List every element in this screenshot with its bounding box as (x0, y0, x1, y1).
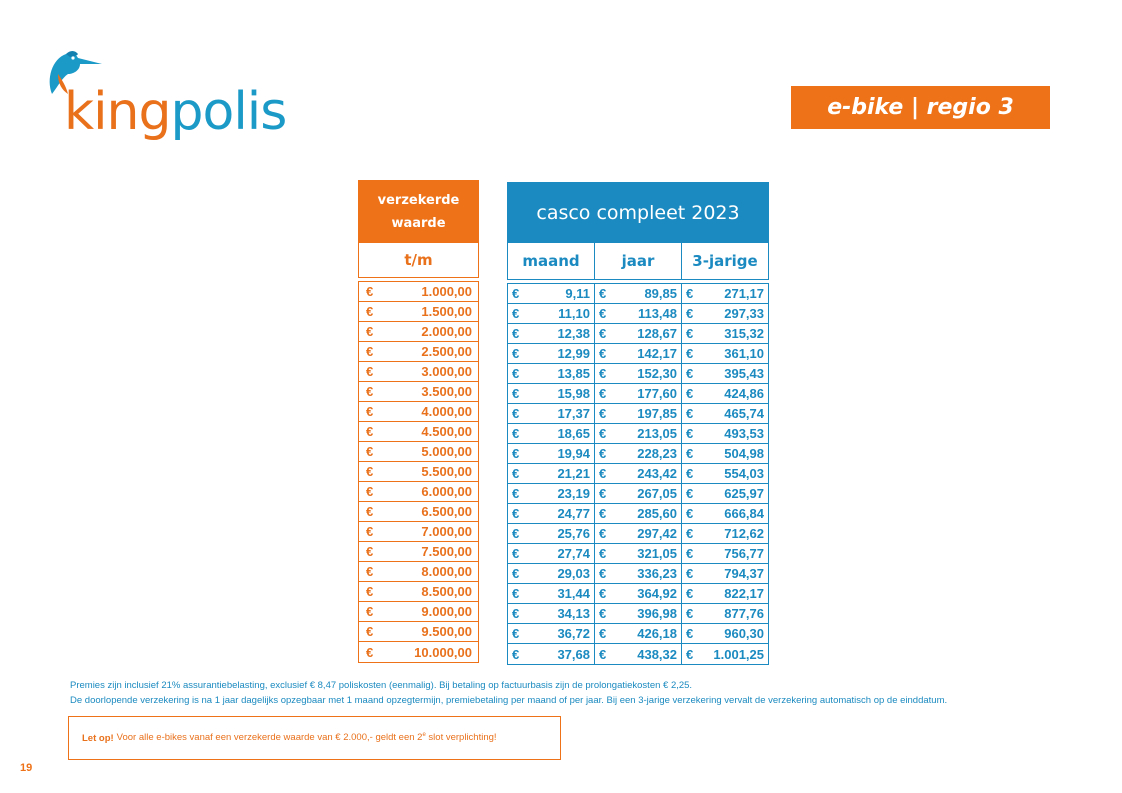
currency-symbol: € (686, 286, 694, 301)
footnote-line2: De doorlopende verzekering is na 1 jaar dagelijks opzegbaar met 1 maand opzegtermijn, premiebetaling per maand of per jaar. Bij een 3-jarige verzekering vervalt de verzekering automatisch op de einddatum. (70, 694, 948, 706)
warning-text-after: slot verplichting! (425, 732, 497, 744)
currency-symbol: € (512, 326, 520, 341)
table-row (508, 364, 768, 384)
table-row (508, 644, 768, 664)
currency-symbol: € (686, 346, 694, 361)
premium-maand-cell (508, 644, 595, 664)
column-header-jaar: jaar (595, 243, 682, 279)
premium-maand: 13,85 (557, 366, 590, 381)
premium-3-jarige-cell (682, 504, 768, 523)
currency-symbol: € (366, 364, 374, 379)
insured-value: 5.000,00 (421, 444, 472, 459)
currency-symbol: € (366, 624, 374, 639)
currency-symbol: € (512, 626, 520, 641)
insured-value-header-line2: waarde (391, 215, 446, 231)
premium-jaar-cell (595, 484, 682, 503)
premium-jaar-cell (595, 304, 682, 323)
premium-jaar-cell (595, 584, 682, 603)
table-row (508, 504, 768, 524)
premium-3-jarige: 424,86 (724, 386, 764, 401)
insured-value: 10.000,00 (414, 644, 472, 660)
premium-jaar: 297,42 (637, 526, 677, 541)
premium-jaar: 285,60 (637, 506, 677, 521)
insured-value: 5.500,00 (421, 464, 472, 479)
table-row (359, 502, 478, 522)
premium-maand-cell (508, 544, 595, 563)
insured-value: 1.500,00 (421, 304, 472, 319)
currency-symbol: € (599, 386, 607, 401)
premium-jaar-cell (595, 344, 682, 363)
currency-symbol: € (512, 386, 520, 401)
premium-3-jarige-cell (682, 424, 768, 443)
currency-symbol: € (599, 486, 607, 501)
premium-3-jarige: 960,30 (724, 626, 764, 641)
currency-symbol: € (366, 644, 374, 660)
premium-3-jarige-cell (682, 464, 768, 483)
insured-value-header-line1: verzekerde (377, 192, 460, 208)
insured-value: 8.000,00 (421, 564, 472, 579)
table-row (508, 604, 768, 624)
premium-3-jarige-cell (682, 444, 768, 463)
table-row (508, 564, 768, 584)
premium-maand: 17,37 (557, 406, 590, 421)
premium-jaar-cell (595, 604, 682, 623)
insured-value-header (358, 180, 479, 243)
table-row (508, 384, 768, 404)
currency-symbol: € (512, 446, 520, 461)
premium-3-jarige-cell (682, 544, 768, 563)
warning-box (68, 716, 561, 760)
table-row (508, 444, 768, 464)
premium-maand: 21,21 (557, 466, 590, 481)
premium-3-jarige: 271,17 (724, 286, 764, 301)
premium-3-jarige-cell (682, 624, 768, 643)
premium-maand: 29,03 (557, 566, 590, 581)
warning-text (117, 732, 497, 743)
premium-jaar-cell (595, 464, 682, 483)
currency-symbol: € (512, 366, 520, 381)
premium-jaar-cell (595, 624, 682, 643)
warning-superscript: e (422, 732, 426, 739)
currency-symbol: € (599, 586, 607, 601)
premium-3-jarige: 554,03 (724, 466, 764, 481)
premium-3-jarige: 756,77 (724, 546, 764, 561)
currency-symbol: € (512, 606, 520, 621)
premium-maand: 23,19 (557, 486, 590, 501)
premium-maand: 18,65 (557, 426, 590, 441)
table-row (508, 284, 768, 304)
premium-jaar: 426,18 (637, 626, 677, 641)
premium-table-title: casco compleet 2023 (507, 182, 769, 243)
currency-symbol: € (686, 546, 694, 561)
currency-symbol: € (512, 586, 520, 601)
currency-symbol: € (599, 446, 607, 461)
insured-value: 3.500,00 (421, 384, 472, 399)
premium-jaar-cell (595, 644, 682, 664)
premium-maand-cell (508, 304, 595, 323)
currency-symbol: € (686, 626, 694, 641)
premium-3-jarige: 666,84 (724, 506, 764, 521)
table-row (508, 484, 768, 504)
premium-maand: 11,10 (558, 306, 590, 321)
premium-maand-cell (508, 404, 595, 423)
table-row (359, 402, 478, 422)
premium-maand: 37,68 (557, 646, 590, 662)
premium-3-jarige: 504,98 (724, 446, 764, 461)
insured-value: 3.000,00 (421, 364, 472, 379)
table-row (359, 342, 478, 362)
insured-value-subheader: t/m (358, 243, 479, 278)
table-row (508, 524, 768, 544)
premium-maand: 15,98 (557, 386, 590, 401)
premium-3-jarige: 625,97 (724, 486, 764, 501)
currency-symbol: € (366, 404, 374, 419)
currency-symbol: € (599, 626, 607, 641)
premium-jaar-cell (595, 404, 682, 423)
currency-symbol: € (686, 426, 694, 441)
page-number: 19 (20, 762, 33, 774)
insured-value: 6.500,00 (421, 504, 472, 519)
currency-symbol: € (686, 366, 694, 381)
currency-symbol: € (599, 326, 607, 341)
currency-symbol: € (366, 584, 374, 599)
currency-symbol: € (686, 486, 694, 501)
currency-symbol: € (599, 606, 607, 621)
premium-jaar-cell (595, 424, 682, 443)
premium-3-jarige: 822,17 (724, 586, 764, 601)
premium-maand: 34,13 (557, 606, 590, 621)
table-row (508, 424, 768, 444)
currency-symbol: € (599, 366, 607, 381)
insured-value: 4.000,00 (421, 404, 472, 419)
premium-3-jarige-cell (682, 584, 768, 603)
premium-jaar-cell (595, 444, 682, 463)
premium-maand-cell (508, 504, 595, 523)
premium-maand-cell (508, 324, 595, 343)
currency-symbol: € (512, 346, 520, 361)
premium-jaar: 438,32 (637, 646, 677, 662)
table-row (508, 544, 768, 564)
currency-symbol: € (366, 324, 374, 339)
table-row (359, 422, 478, 442)
column-header-3-jarige: 3-jarige (692, 252, 758, 270)
currency-symbol: € (512, 306, 520, 321)
premium-3-jarige: 395,43 (724, 366, 764, 381)
premium-3-jarige-cell (682, 364, 768, 383)
table-row (359, 622, 478, 642)
currency-symbol: € (366, 604, 374, 619)
currency-symbol: € (366, 564, 374, 579)
premium-jaar: 396,98 (637, 606, 677, 621)
premium-jaar: 177,60 (637, 386, 677, 401)
premium-maand-cell (508, 344, 595, 363)
currency-symbol: € (686, 406, 694, 421)
insured-value: 6.000,00 (421, 484, 472, 499)
premium-3-jarige-cell (682, 644, 768, 664)
insured-value: 8.500,00 (421, 584, 472, 599)
premium-3-jarige-cell (682, 404, 768, 423)
currency-symbol: € (366, 504, 374, 519)
insured-value: 2.000,00 (421, 324, 472, 339)
premium-jaar-cell (595, 564, 682, 583)
currency-symbol: € (366, 464, 374, 479)
table-row (508, 304, 768, 324)
premium-3-jarige: 297,33 (724, 306, 764, 321)
table-row (359, 382, 478, 402)
premium-maand: 19,94 (557, 446, 590, 461)
logo-text-king: king (64, 82, 171, 142)
premium-maand: 31,44 (557, 586, 590, 601)
table-row (359, 562, 478, 582)
currency-symbol: € (599, 346, 607, 361)
currency-symbol: € (599, 546, 607, 561)
premium-maand-cell (508, 384, 595, 403)
currency-symbol: € (512, 286, 520, 301)
currency-symbol: € (512, 466, 520, 481)
premium-maand: 12,99 (557, 346, 590, 361)
currency-symbol: € (686, 566, 694, 581)
currency-symbol: € (686, 526, 694, 541)
premium-maand: 9,11 (565, 286, 590, 301)
table-row (359, 462, 478, 482)
premium-3-jarige-cell (682, 324, 768, 343)
table-row (508, 584, 768, 604)
insured-value: 7.000,00 (421, 524, 472, 539)
currency-symbol: € (686, 326, 694, 341)
currency-symbol: € (599, 426, 607, 441)
currency-symbol: € (366, 524, 374, 539)
table-row (359, 602, 478, 622)
premium-3-jarige: 712,62 (724, 526, 764, 541)
footnotes (70, 679, 947, 708)
premium-3-jarige: 877,76 (724, 606, 764, 621)
premium-3-jarige: 465,74 (724, 406, 764, 421)
table-row (508, 624, 768, 644)
warning-lead: Let op! (82, 732, 114, 744)
premium-column-headers (507, 243, 769, 280)
table-row (359, 322, 478, 342)
premium-maand-cell (508, 464, 595, 483)
currency-symbol: € (599, 506, 607, 521)
premium-3-jarige: 1.001,25 (713, 646, 764, 662)
premium-jaar: 113,48 (637, 306, 677, 321)
currency-symbol: € (512, 506, 520, 521)
insured-value-table (358, 180, 479, 663)
table-row (508, 324, 768, 344)
currency-symbol: € (512, 646, 520, 662)
insured-value: 9.000,00 (421, 604, 472, 619)
table-row (508, 464, 768, 484)
premium-jaar: 243,42 (637, 466, 677, 481)
premium-3-jarige: 315,32 (724, 326, 764, 341)
premium-maand: 27,74 (557, 546, 590, 561)
premium-3-jarige-cell (682, 304, 768, 323)
table-row (359, 522, 478, 542)
premium-jaar: 128,67 (637, 326, 677, 341)
premium-rows (507, 283, 769, 665)
logo-text-polis: polis (170, 82, 287, 142)
kingpolis-logo (44, 44, 324, 164)
insured-value-rows (358, 281, 479, 663)
table-row (359, 642, 478, 662)
premium-jaar: 321,05 (637, 546, 677, 561)
currency-symbol: € (366, 444, 374, 459)
premium-maand-cell (508, 424, 595, 443)
currency-symbol: € (599, 466, 607, 481)
insured-value: 7.500,00 (421, 544, 472, 559)
premium-maand-cell (508, 624, 595, 643)
footnote-line1: Premies zijn inclusief 21% assurantiebelasting, exclusief € 8,47 poliskosten (eenmalig). Bij betaling op factuurbasis zijn de prolongatiekosten € 2,25. (70, 680, 693, 691)
premium-3-jarige-cell (682, 564, 768, 583)
column-header-maand: maand (508, 243, 595, 279)
premium-maand-cell (508, 564, 595, 583)
region-badge: e-bike | regio 3 (791, 86, 1050, 129)
premium-maand: 12,38 (557, 326, 590, 341)
currency-symbol: € (686, 446, 694, 461)
premium-jaar-cell (595, 284, 682, 303)
table-row (359, 282, 478, 302)
premium-maand: 24,77 (557, 506, 590, 521)
premium-3-jarige: 361,10 (724, 346, 764, 361)
premium-maand: 25,76 (557, 526, 590, 541)
premium-3-jarige: 493,53 (724, 426, 764, 441)
currency-symbol: € (366, 544, 374, 559)
premium-maand-cell (508, 584, 595, 603)
premium-maand-cell (508, 444, 595, 463)
premium-jaar: 197,85 (637, 406, 677, 421)
insured-value: 2.500,00 (421, 344, 472, 359)
currency-symbol: € (686, 306, 694, 321)
currency-symbol: € (366, 424, 374, 439)
premium-jaar: 364,92 (637, 586, 677, 601)
premium-jaar-cell (595, 504, 682, 523)
currency-symbol: € (599, 306, 607, 321)
premium-3-jarige-cell (682, 524, 768, 543)
premium-table (507, 182, 769, 665)
premium-jaar: 142,17 (637, 346, 677, 361)
currency-symbol: € (512, 526, 520, 541)
currency-symbol: € (512, 546, 520, 561)
table-row (359, 482, 478, 502)
table-row (359, 362, 478, 382)
currency-symbol: € (366, 304, 374, 319)
premium-maand-cell (508, 484, 595, 503)
premium-3-jarige-cell (682, 344, 768, 363)
currency-symbol: € (512, 426, 520, 441)
premium-jaar: 267,05 (637, 486, 677, 501)
premium-jaar: 213,05 (637, 426, 677, 441)
premium-3-jarige-cell (682, 484, 768, 503)
currency-symbol: € (366, 344, 374, 359)
premium-maand: 36,72 (557, 626, 590, 641)
premium-3-jarige-cell (682, 284, 768, 303)
currency-symbol: € (686, 606, 694, 621)
table-row (508, 404, 768, 424)
premium-maand-cell (508, 604, 595, 623)
insured-value: 1.000,00 (421, 284, 472, 299)
table-row (359, 302, 478, 322)
currency-symbol: € (599, 566, 607, 581)
premium-jaar: 152,30 (637, 366, 677, 381)
currency-symbol: € (686, 386, 694, 401)
insured-value: 4.500,00 (421, 424, 472, 439)
table-row (359, 582, 478, 602)
premium-jaar-cell (595, 384, 682, 403)
currency-symbol: € (599, 286, 607, 301)
currency-symbol: € (599, 526, 607, 541)
premium-maand-cell (508, 284, 595, 303)
premium-jaar-cell (595, 364, 682, 383)
table-row (508, 344, 768, 364)
premium-jaar: 336,23 (637, 566, 677, 581)
premium-jaar: 89,85 (644, 286, 677, 301)
premium-maand-cell (508, 524, 595, 543)
premium-jaar-cell (595, 324, 682, 343)
premium-jaar-cell (595, 524, 682, 543)
currency-symbol: € (686, 506, 694, 521)
premium-3-jarige-cell (682, 604, 768, 623)
insured-value: 9.500,00 (421, 624, 472, 639)
premium-3-jarige-cell (682, 384, 768, 403)
currency-symbol: € (599, 406, 607, 421)
currency-symbol: € (686, 466, 694, 481)
currency-symbol: € (366, 284, 374, 299)
currency-symbol: € (599, 646, 607, 662)
currency-symbol: € (512, 486, 520, 501)
premium-maand-cell (508, 364, 595, 383)
currency-symbol: € (512, 566, 520, 581)
warning-text-before: Voor alle e-bikes vanaf een verzekerde waarde van € 2.000,- geldt een 2 (116, 732, 423, 744)
currency-symbol: € (686, 646, 694, 662)
premium-jaar: 228,23 (637, 446, 677, 461)
currency-symbol: € (512, 406, 520, 421)
table-row (359, 542, 478, 562)
currency-symbol: € (366, 484, 374, 499)
currency-symbol: € (686, 586, 694, 601)
premium-jaar-cell (595, 544, 682, 563)
currency-symbol: € (366, 384, 374, 399)
premium-3-jarige: 794,37 (724, 566, 764, 581)
table-row (359, 442, 478, 462)
